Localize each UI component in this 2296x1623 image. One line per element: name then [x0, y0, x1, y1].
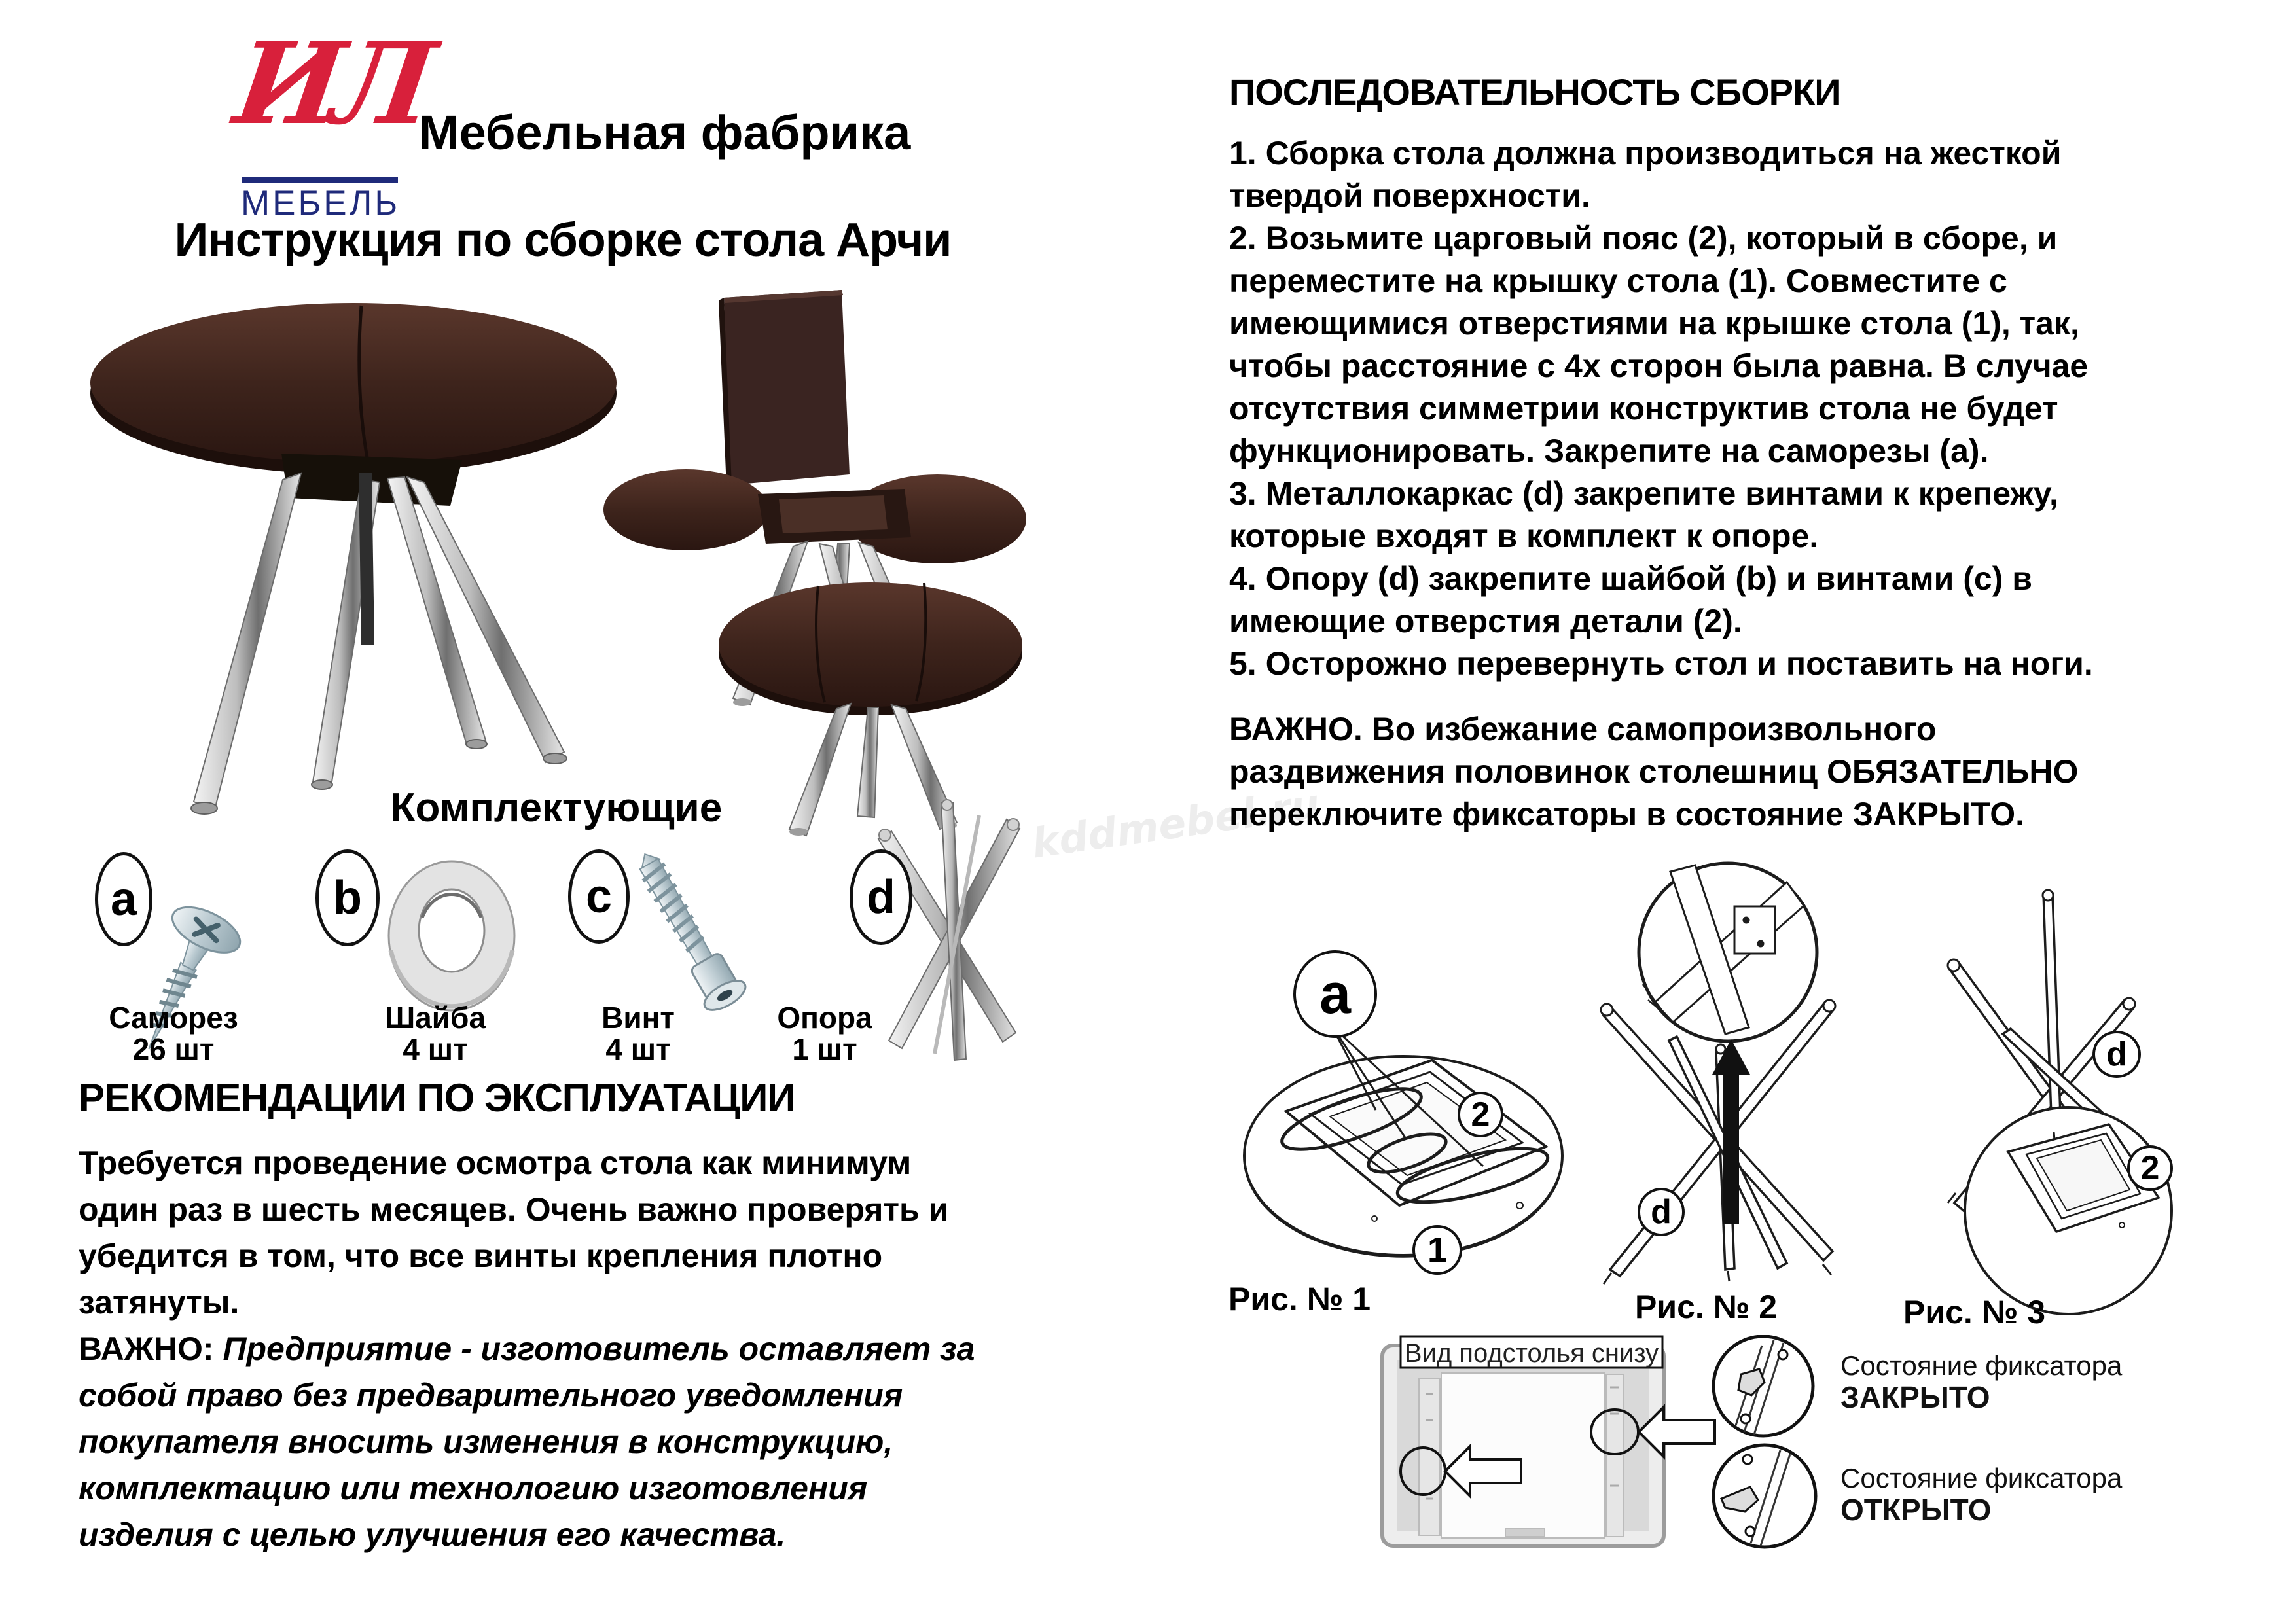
- label-text: d: [1651, 1193, 1672, 1231]
- figure-1-drawing: [1244, 1033, 1562, 1257]
- component-qty-a: 26 шт: [132, 1032, 215, 1066]
- component-qty-b: 4 шт: [403, 1032, 468, 1066]
- figure-3-label-2: [2127, 1145, 2173, 1191]
- underframe-diagram: [1368, 1335, 1839, 1558]
- lock-open-detail: [1713, 1445, 1816, 1547]
- step-line: функционировать. Закрепите на саморезы (a).: [1229, 433, 1989, 469]
- component-letter-b: [315, 849, 380, 946]
- figure-3-label-d: [2092, 1031, 2141, 1078]
- brand-logo-rule: [242, 177, 398, 183]
- lock-closed-state: ЗАКРЫТО: [1840, 1380, 1990, 1414]
- step-line: отсутствия симметрии конструктив стола не будет: [1229, 390, 2058, 427]
- text-line: ВАЖНО. Во избежание самопроизвольного: [1229, 711, 1937, 747]
- text-line: переключите фиксаторы в состояние ЗАКРЫТО.: [1229, 796, 2025, 832]
- step-line: 2. Возьмите царговый пояс (2), который в сборе, и: [1229, 220, 2058, 257]
- components-heading: Комплектующие: [390, 785, 723, 830]
- assembly-important: [1229, 708, 2078, 836]
- component-name-a: Саморез: [109, 1001, 238, 1035]
- step-line: 3. Металлокаркас (d) закрепите винтами к крепежу,: [1229, 475, 2058, 512]
- step-line: чтобы расстояние с 4х сторон была равна. В случае: [1229, 348, 2089, 384]
- underframe-panel-title: Вид подстолья снизу: [1404, 1339, 1659, 1368]
- component-name-c: Винт: [601, 1001, 675, 1035]
- important-text: Предприятие - изготовитель оставляет за: [223, 1330, 975, 1367]
- component-qty-d: 1 шт: [792, 1032, 857, 1066]
- text-line: собой право без предварительного уведомления: [79, 1377, 903, 1414]
- recommendations-important: [79, 1326, 975, 1558]
- watermark: kddmebel.ru: [1029, 779, 1323, 868]
- step-line: которые входят в комплект к опоре.: [1229, 518, 1819, 554]
- label-text: 1: [1427, 1230, 1448, 1270]
- component-name-b: Шайба: [384, 1001, 486, 1035]
- component-name-d: Опора: [777, 1001, 872, 1035]
- component-letter-c: [568, 849, 630, 944]
- component-letter-d: [850, 849, 912, 945]
- assembly-figures: [1211, 844, 2258, 1342]
- lock-open-title: Состояние фиксатора: [1840, 1463, 2123, 1493]
- component-letter-a-text: a: [110, 873, 137, 925]
- text-line: один раз в шесть месяцев. Очень важно проверять и: [79, 1191, 949, 1228]
- text-line: [79, 1326, 975, 1372]
- text-line: изделия с целью улучшения его качества.: [79, 1516, 786, 1553]
- component-letter-b-text: b: [333, 872, 362, 924]
- important-label: ВАЖНО:: [79, 1330, 214, 1367]
- figure-2-label-d: [1638, 1188, 1685, 1236]
- recommendations-heading: РЕКОМЕНДАЦИИ ПО ЭКСПЛУАТАЦИИ: [79, 1076, 795, 1120]
- recommendations-paragraph: [79, 1140, 948, 1326]
- page-title: Инструкция по сборке стола Арчи: [174, 214, 952, 266]
- figure-2-caption: Рис. № 2: [1635, 1289, 1778, 1325]
- step-line: 5. Осторожно перевернуть стол и поставить на ноги.: [1229, 645, 2093, 682]
- brand-logo-script: ИЛ: [227, 17, 434, 150]
- assembly-steps: [1229, 132, 2093, 685]
- photo-table-assembled: [90, 303, 617, 814]
- component-qty-c: 4 шт: [605, 1032, 671, 1066]
- label-text: a: [1319, 962, 1351, 1026]
- factory-name: Мебельная фабрика: [419, 105, 911, 160]
- text-line: покупателя вносить изменения в конструкцию,: [79, 1423, 893, 1460]
- figure-3-drawing: [1948, 890, 2172, 1314]
- step-line: твердой поверхности.: [1229, 177, 1590, 214]
- component-letter-c-text: c: [585, 870, 613, 923]
- text-line: раздвижения половинок столешниц ОБЯЗАТЕЛЬНО: [1229, 753, 2079, 790]
- assembly-heading: ПОСЛЕДОВАТЕЛЬНОСТЬ СБОРКИ: [1229, 71, 1840, 113]
- lock-closed-title: Состояние фиксатора: [1840, 1350, 2123, 1381]
- step-line: переместите на крышку стола (1). Совместите с: [1229, 262, 2007, 299]
- text-line: комплектацию или технологию изготовления: [79, 1470, 868, 1507]
- brand-logo-subtext: МЕБЕЛЬ: [241, 184, 401, 223]
- figure-2-drawing: [1601, 863, 1835, 1284]
- figure-1-caption: Рис. № 1: [1229, 1281, 1371, 1317]
- text-line: Требуется проведение осмотра стола как минимум: [79, 1145, 912, 1181]
- step-line: 1. Сборка стола должна производиться на жесткой: [1229, 135, 2062, 171]
- lock-open-state: ОТКРЫТО: [1840, 1493, 1992, 1527]
- label-text: 2: [1471, 1096, 1490, 1133]
- figure-3-caption: Рис. № 3: [1903, 1294, 2046, 1330]
- product-photos: [65, 278, 1047, 841]
- lock-closed-detail: [1713, 1336, 1813, 1436]
- component-letter-d-text: d: [867, 871, 895, 923]
- text-line: затянуты.: [79, 1284, 240, 1321]
- figure-1-label-1: [1412, 1225, 1462, 1275]
- step-line: 4. Опору (d) закрепите шайбой (b) и винтами (c) в: [1229, 560, 2033, 597]
- figure-1-label-2: [1458, 1092, 1503, 1137]
- component-letter-a: [95, 852, 152, 946]
- label-text: 2: [2140, 1149, 2160, 1187]
- label-text: d: [2106, 1035, 2127, 1073]
- step-line: имеющие отверстия детали (2).: [1229, 603, 1742, 639]
- figure-1-label-a: [1293, 950, 1377, 1038]
- step-line: имеющимися отверстиями на крышке стола (1), так,: [1229, 305, 2079, 342]
- text-line: убедится в том, что все винты крепления плотно: [79, 1238, 883, 1274]
- washer-icon: [383, 852, 520, 1021]
